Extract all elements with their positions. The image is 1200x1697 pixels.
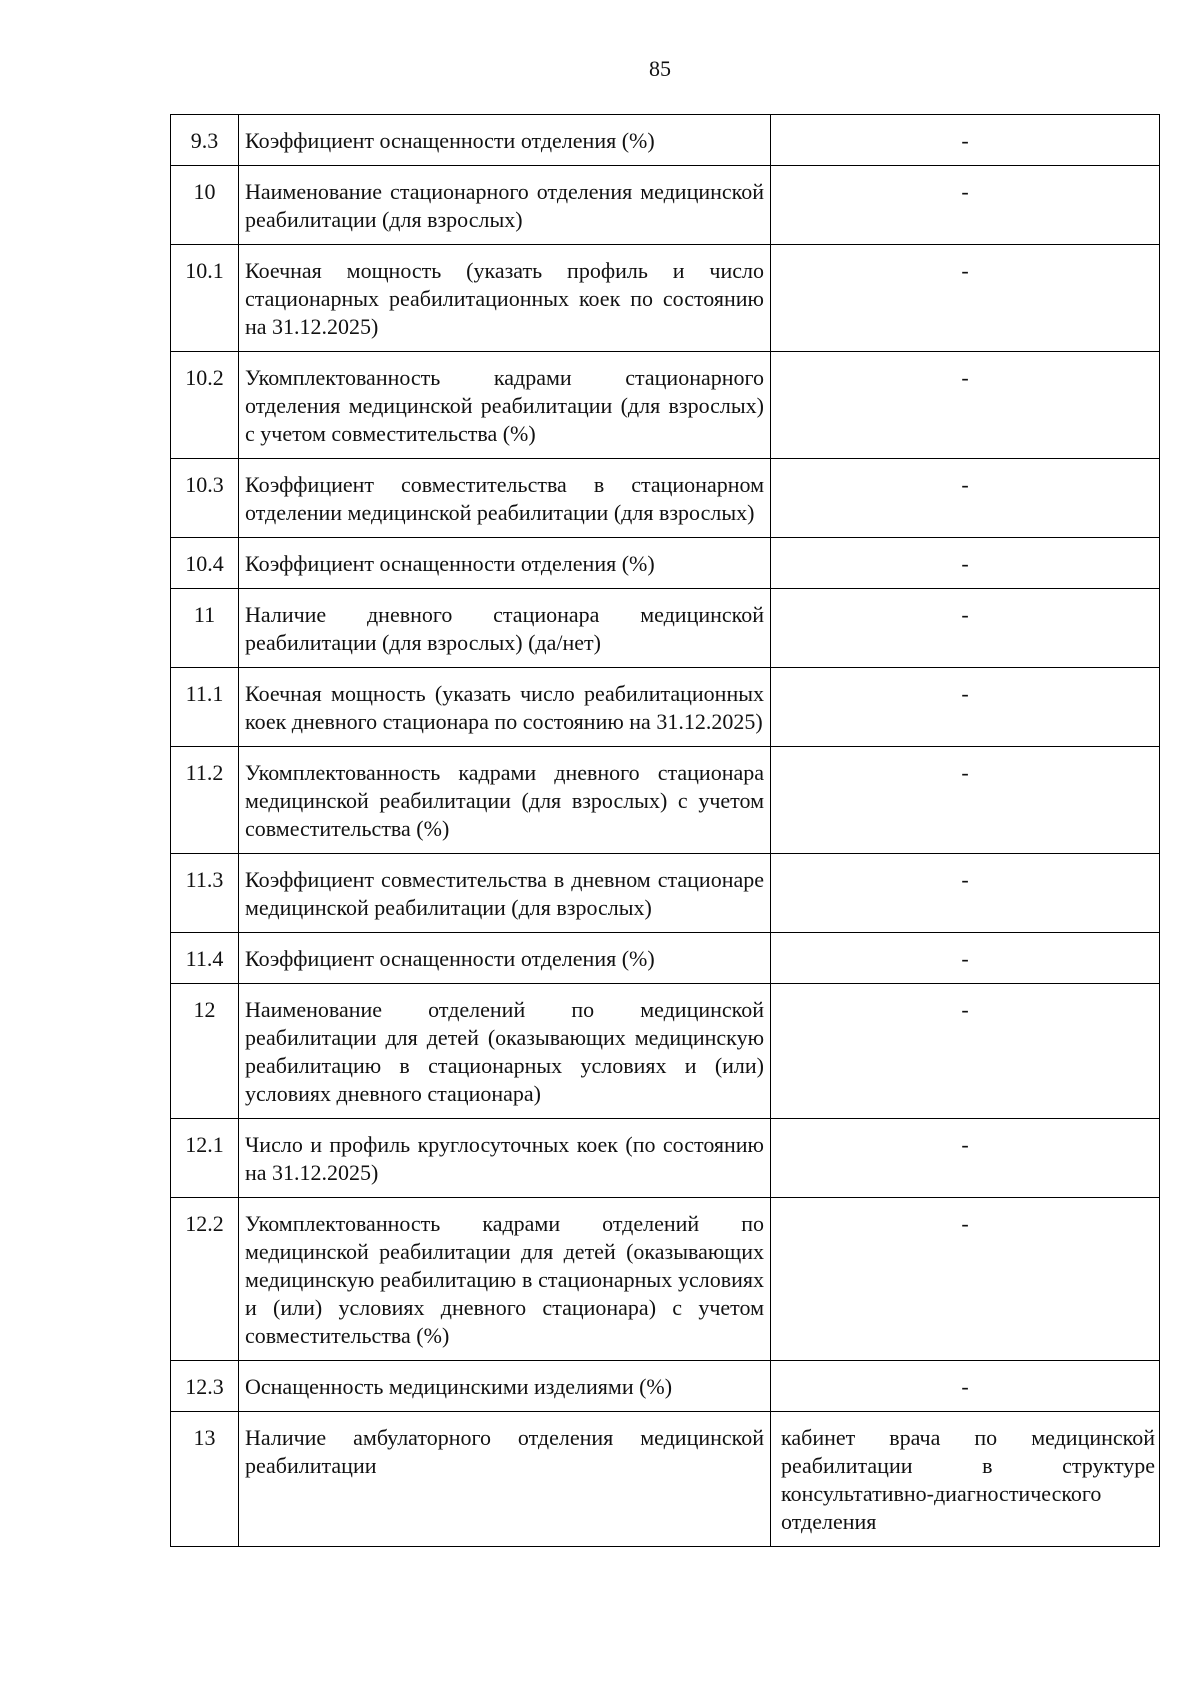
row-value: - — [771, 589, 1160, 668]
table-row — [171, 1198, 1160, 1361]
row-value: - — [771, 245, 1160, 352]
row-indicator: Коэффициент совместительства в стационарном отделении медицинской реабилитации (для взрослых) — [239, 459, 771, 538]
row-number: 10.1 — [171, 245, 239, 352]
row-number: 12.2 — [171, 1198, 239, 1361]
table-row — [171, 854, 1160, 933]
table-row — [171, 166, 1160, 245]
row-value: - — [771, 854, 1160, 933]
row-value: - — [771, 352, 1160, 459]
row-indicator: Наличие дневного стационара медицинской реабилитации (для взрослых) (да/нет) — [239, 589, 771, 668]
row-number: 10.4 — [171, 538, 239, 589]
row-number: 11.4 — [171, 933, 239, 984]
row-indicator: Коэффициент совместительства в дневном стационаре медицинской реабилитации (для взрослых) — [239, 854, 771, 933]
row-value: - — [771, 166, 1160, 245]
row-indicator: Наименование отделений по медицинской реабилитации для детей (оказывающих медицинскую реабилитацию в стационарных условиях и (или) условиях дневного стационара) — [239, 984, 771, 1119]
row-indicator: Число и профиль круглосуточных коек (по состоянию на 31.12.2025) — [239, 1119, 771, 1198]
row-value: - — [771, 668, 1160, 747]
row-number: 10.3 — [171, 459, 239, 538]
row-indicator: Наличие амбулаторного отделения медицинской реабилитации — [239, 1412, 771, 1547]
row-value: - — [771, 933, 1160, 984]
table-row — [171, 1119, 1160, 1198]
row-indicator: Укомплектованность кадрами отделений по медицинской реабилитации для детей (оказывающих медицинскую реабилитацию в стационарных условиях и (или) условиях дневного стационара) с учетом совместительства (%) — [239, 1198, 771, 1361]
row-indicator: Оснащенность медицинскими изделиями (%) — [239, 1361, 771, 1412]
row-number: 11.3 — [171, 854, 239, 933]
row-indicator: Коэффициент оснащенности отделения (%) — [239, 538, 771, 589]
indicator-table — [170, 114, 1160, 1547]
row-number: 11 — [171, 589, 239, 668]
table-row — [171, 589, 1160, 668]
table-row — [171, 115, 1160, 166]
row-number: 10 — [171, 166, 239, 245]
row-number: 11.2 — [171, 747, 239, 854]
row-value: - — [771, 1361, 1160, 1412]
table-row — [171, 459, 1160, 538]
table-row — [171, 668, 1160, 747]
table-row — [171, 538, 1160, 589]
row-number: 9.3 — [171, 115, 239, 166]
table-row — [171, 1361, 1160, 1412]
row-value: - — [771, 115, 1160, 166]
page-number: 85 — [649, 56, 671, 81]
row-indicator: Коэффициент оснащенности отделения (%) — [239, 115, 771, 166]
row-number: 10.2 — [171, 352, 239, 459]
row-indicator: Укомплектованность кадрами стационарного отделения медицинской реабилитации (для взрослых) с учетом совместительства (%) — [239, 352, 771, 459]
row-indicator: Коечная мощность (указать число реабилитационных коек дневного стационара по состоянию на 31.12.2025) — [239, 668, 771, 747]
row-value: - — [771, 1119, 1160, 1198]
table-row — [171, 352, 1160, 459]
row-number: 12 — [171, 984, 239, 1119]
row-indicator: Коэффициент оснащенности отделения (%) — [239, 933, 771, 984]
row-value: - — [771, 459, 1160, 538]
row-number: 11.1 — [171, 668, 239, 747]
row-value: - — [771, 1198, 1160, 1361]
row-indicator: Коечная мощность (указать профиль и число стационарных реабилитационных коек по состоянию на 31.12.2025) — [239, 245, 771, 352]
table-row — [171, 933, 1160, 984]
table-row — [171, 245, 1160, 352]
table-row — [171, 984, 1160, 1119]
row-value: - — [771, 538, 1160, 589]
row-number: 13 — [171, 1412, 239, 1547]
table-row — [171, 747, 1160, 854]
row-indicator: Укомплектованность кадрами дневного стационара медицинской реабилитации (для взрослых) с учетом совместительства (%) — [239, 747, 771, 854]
row-value: - — [771, 747, 1160, 854]
row-value: кабинет врача по медицинской реабилитации в структуре консультативно-диагностического отделения — [771, 1412, 1160, 1547]
row-number: 12.3 — [171, 1361, 239, 1412]
row-indicator: Наименование стационарного отделения медицинской реабилитации (для взрослых) — [239, 166, 771, 245]
row-number: 12.1 — [171, 1119, 239, 1198]
row-value: - — [771, 984, 1160, 1119]
table-row — [171, 1412, 1160, 1547]
